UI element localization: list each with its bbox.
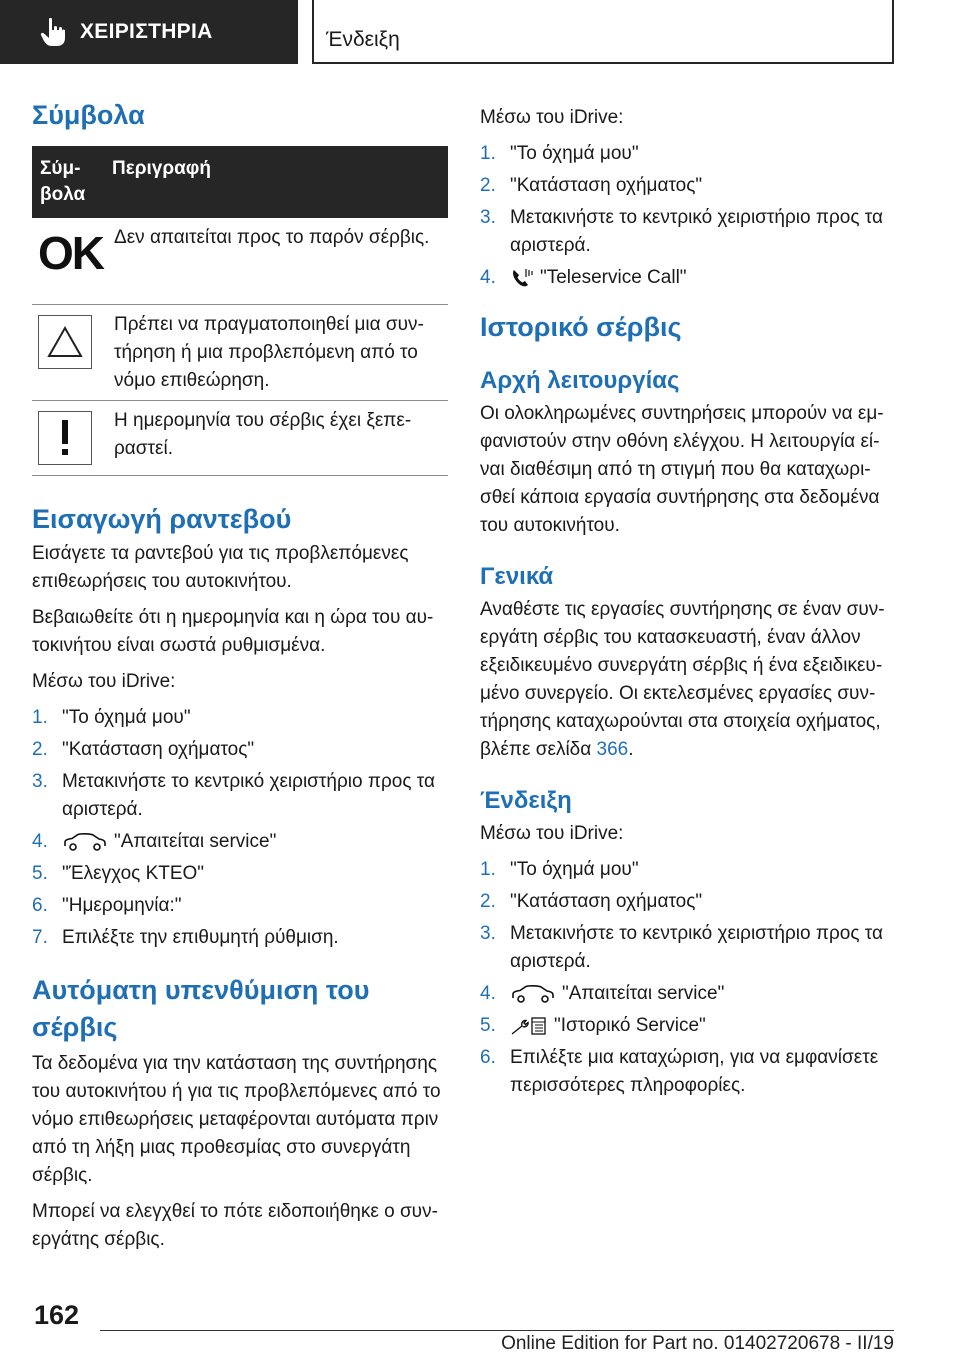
appointment-paragraph-2: Βεβαιωθείτε ότι η ημερομηνία και η ώρα του αυ- τοκινήτου είναι σωστά ρυθμισμένα. — [32, 607, 434, 656]
table-cell-description: Δεν απαιτείται προς το παρόν σέρβις. — [114, 227, 430, 248]
appointment-paragraph-1: Εισάγετε τα ραντεβού για τις προβλεπόμενες επιθεωρήσεις του αυτοκινήτου. — [32, 543, 409, 592]
auto-reminder-paragraph-2: Μπορεί να ελεγχθεί το πότε ειδοποιήθηκε ο συν- εργάτης σέρβις. — [32, 1201, 438, 1250]
principle-heading: Αρχή λειτουργίας — [480, 367, 680, 394]
list-item: 1. "Το όχημά μου" — [480, 859, 639, 880]
table-header-symbol: Σύμ- βολα — [40, 158, 86, 205]
warning-triangle-icon — [38, 315, 92, 369]
edition-text: Online Edition for Part no. 01402720678 - II/19 — [501, 1333, 894, 1354]
wrench-calendar-icon — [510, 1014, 548, 1038]
list-item: 4. "Teleservice Call" — [480, 267, 687, 288]
appointment-heading: Εισαγωγή ραντεβού — [32, 504, 292, 534]
list-item: 3. Μετακινήστε το κεντρικό χειριστήριο προς τα αριστερά. — [480, 923, 883, 972]
right-column — [480, 104, 896, 1104]
footer-divider — [100, 1330, 894, 1331]
left-column — [32, 96, 448, 1254]
table-header — [32, 146, 448, 218]
hand-pointer-icon — [40, 17, 66, 47]
principle-text: Οι ολοκληρωμένες συντηρήσεις μπορούν να εμ- φανιστούν στην οθόνη ελέγχου. Η λειτουργία εί- ναι διαθέσιμη από τη στιγμή που θα καταχωρι- σθεί κάποια εργασία συντήρησης στα δεδομένα του αυτοκινήτου. — [480, 403, 884, 536]
display-via: Μέσω του iDrive: — [480, 823, 624, 844]
list-item: 4. "Απαιτείται service" — [32, 831, 277, 852]
display-steps — [480, 856, 896, 1100]
appointment-via: Μέσω του iDrive: — [32, 671, 176, 692]
manual-section-tab[interactable] — [0, 0, 298, 64]
car-icon — [510, 984, 556, 1004]
list-item: 4. "Απαιτείται service" — [480, 983, 725, 1004]
phone-icon — [510, 267, 534, 289]
list-item: 1. "Το όχημά μου" — [480, 143, 639, 164]
teleservice-steps — [480, 140, 896, 292]
page-link[interactable]: 366 — [596, 739, 629, 760]
breadcrumb-section: Ένδειξη — [326, 28, 400, 51]
table-cell-description: Η ημερομηνία του σέρβις έχει ξεπε- ραστεί. — [114, 410, 412, 459]
table-cell-description: Πρέπει να πραγματοποιηθεί μια συν- τήρηση ή μια προβλεπόμενη από το νόμο επιθεώρηση. — [114, 314, 424, 391]
table-row — [32, 401, 448, 476]
display-heading: Ένδειξη — [480, 787, 572, 814]
manual-section-label: ΧΕΙΡΙΣΤΗΡΙΑ — [80, 20, 213, 43]
list-item: 2. "Κατάσταση οχήματος" — [32, 739, 255, 760]
ok-symbol: OK — [38, 227, 103, 279]
history-heading: Ιστορικό σέρβις — [480, 312, 682, 342]
general-heading: Γενικά — [480, 563, 554, 590]
table-header-description: Περιγραφή — [112, 158, 211, 179]
car-icon — [62, 832, 108, 852]
list-item: 6. Επιλέξτε μια καταχώριση, για να εμφανίσετε περισσότερες πληροφορίες. — [480, 1047, 879, 1096]
list-item: 7. Επιλέξτε την επιθυμητή ρύθμιση. — [32, 927, 339, 948]
auto-reminder-paragraph-1: Τα δεδομένα για την κατάσταση της συντήρησης του αυτοκινήτου ή για τις προβλεπόμενες από το νόμο επιθεωρήσεις μεταφέρονται αυτόματα πριν από τη λήξη μιας προθεσμίας στο συνεργάτη σέρβις. — [32, 1053, 441, 1186]
general-text: Αναθέστε τις εργασίες συντήρησης σε έναν συν- εργάτη σέρβις του κατασκευαστή, έναν άλλον εξειδικευμένο συνεργάτη σέρβις ή ένα εξειδικευ- μένο συνεργείο. Οι εκτελεσμένες εργασίες συν- τήρησης καταχωρούνται στα στοιχεία οχήματος, βλέπε σελίδα 366. — [480, 599, 885, 760]
list-item: 1. "Το όχημά μου" — [32, 707, 191, 728]
appointment-steps — [32, 704, 448, 952]
exclamation-icon — [38, 411, 92, 465]
list-item: 2. "Κατάσταση οχήματος" — [480, 891, 703, 912]
symbols-table — [32, 146, 448, 476]
list-item: 5. "Έλεγχος ΚΤΕΟ" — [32, 863, 205, 884]
list-item: 3. Μετακινήστε το κεντρικό χειριστήριο προς τα αριστερά. — [480, 207, 883, 256]
list-item: 3. Μετακινήστε το κεντρικό χειριστήριο προς τα αριστερά. — [32, 771, 435, 820]
teleservice-via: Μέσω του iDrive: — [480, 107, 624, 128]
table-row — [32, 305, 448, 401]
symbols-heading: Σύμβολα — [32, 100, 145, 130]
list-item: 6. "Ημερομηνία:" — [32, 895, 182, 916]
auto-reminder-heading: Αυτόματη υπενθύμιση του σέρβις — [32, 975, 370, 1042]
breadcrumb — [312, 0, 894, 64]
list-item: 5. "Ιστορικό Service" — [480, 1015, 706, 1036]
page-number: 162 — [34, 1300, 80, 1330]
list-item: 2. "Κατάσταση οχήματος" — [480, 175, 703, 196]
table-row — [32, 218, 448, 305]
